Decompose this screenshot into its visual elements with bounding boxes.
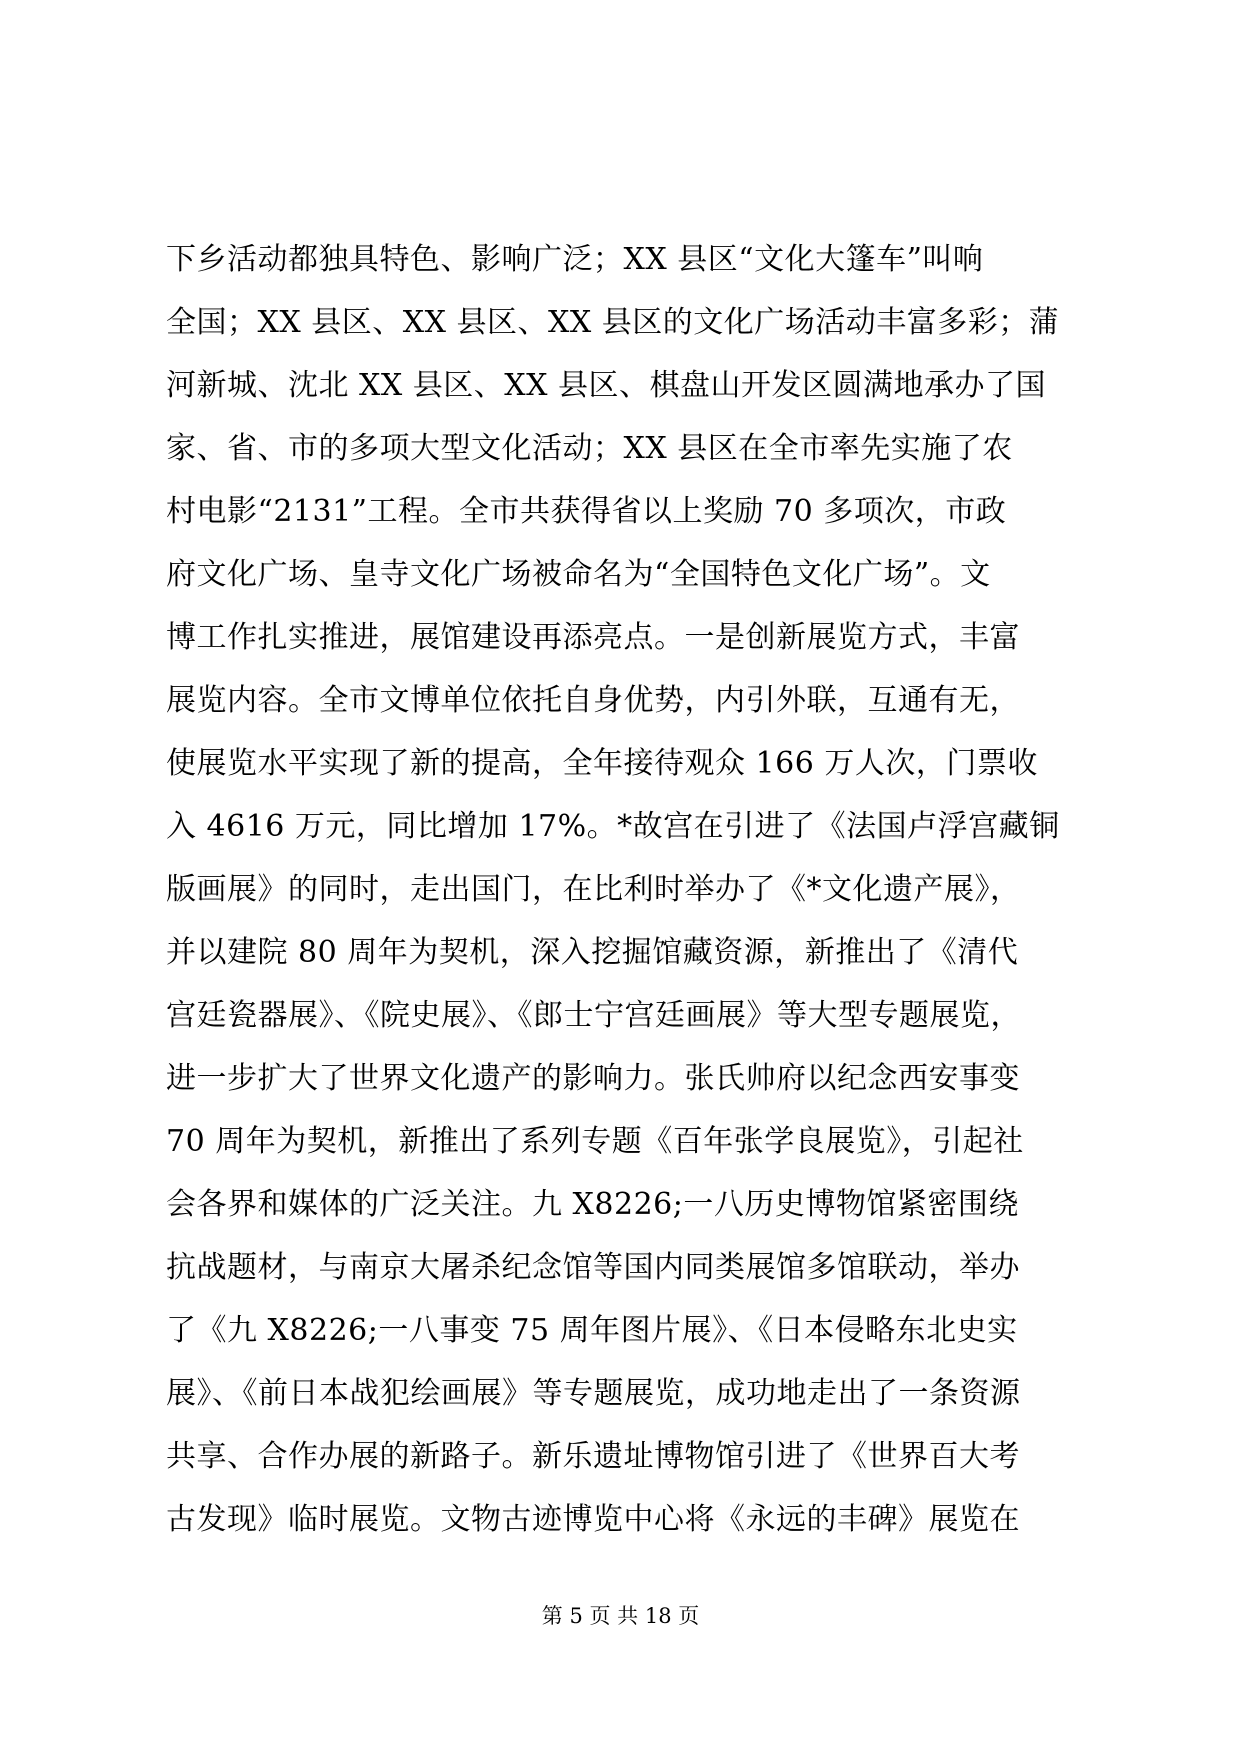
text-line: 抗战题材，与南京大屠杀纪念馆等国内同类展馆多馆联动，举办 [166,1250,1020,1285]
text-line: 了《九 X8226;一八事变 75 周年图片展》、《日本侵略东北史实 [166,1313,1018,1348]
text-line: 家、省、市的多项大型文化活动；XX 县区在全市率先实施了农 [166,431,1013,466]
text-line: 并以建院 80 周年为契机，深入挖掘馆藏资源，新推出了《清代 [166,935,1019,970]
text-line: 河新城、沈北 XX 县区、XX 县区、棋盘山开发区圆满地承办了国 [166,368,1047,403]
text-line: 府文化广场、皇寺文化广场被命名为“全国特色文化广场”。文 [166,557,991,592]
text-line: 展》、《前日本战犯绘画展》等专题展览，成功地走出了一条资源 [166,1376,1021,1411]
text-line: 70 周年为契机，新推出了系列专题《百年张学良展览》，引起社 [166,1124,1024,1159]
text-line: 版画展》的同时，走出国门，在比利时举办了《*文化遗产展》， [166,872,1021,907]
text-line: 进一步扩大了世界文化遗产的影响力。张氏帅府以纪念西安事变 [166,1061,1020,1096]
text-line: 会各界和媒体的广泛关注。九 X8226;一八历史博物馆紧密围绕 [166,1187,1019,1222]
text-line: 全国；XX 县区、XX 县区、XX 县区的文化广场活动丰富多彩；蒲 [166,305,1060,340]
text-line: 入 4616 万元，同比增加 17%。*故宫在引进了《法国卢浮宫藏铜 [166,809,1060,844]
text-line: 古发现》临时展览。文物古迹博览中心将《永远的丰碑》展览在 [166,1502,1020,1537]
body-text [166,228,1076,1551]
text-line: 共享、合作办展的新路子。新乐遗址博物馆引进了《世界百大考 [166,1439,1020,1474]
text-line: 使展览水平实现了新的提高，全年接待观众 166 万人次，门票收 [166,746,1038,781]
text-line: 展览内容。全市文博单位依托自身优势，内引外联，互通有无， [166,683,1020,718]
text-line: 下乡活动都独具特色、影响广泛；XX 县区“文化大篷车”叫响 [166,242,984,277]
page-number-footer: 第 5 页 共 18 页 [541,1604,700,1628]
text-line: 宫廷瓷器展》、《院史展》、《郎士宁宫廷画展》等大型专题展览， [166,998,1021,1033]
text-line: 村电影“2131”工程。全市共获得省以上奖励 70 多项次，市政 [166,494,1007,529]
text-line: 博工作扎实推进，展馆建设再添亮点。一是创新展览方式，丰富 [166,620,1020,655]
